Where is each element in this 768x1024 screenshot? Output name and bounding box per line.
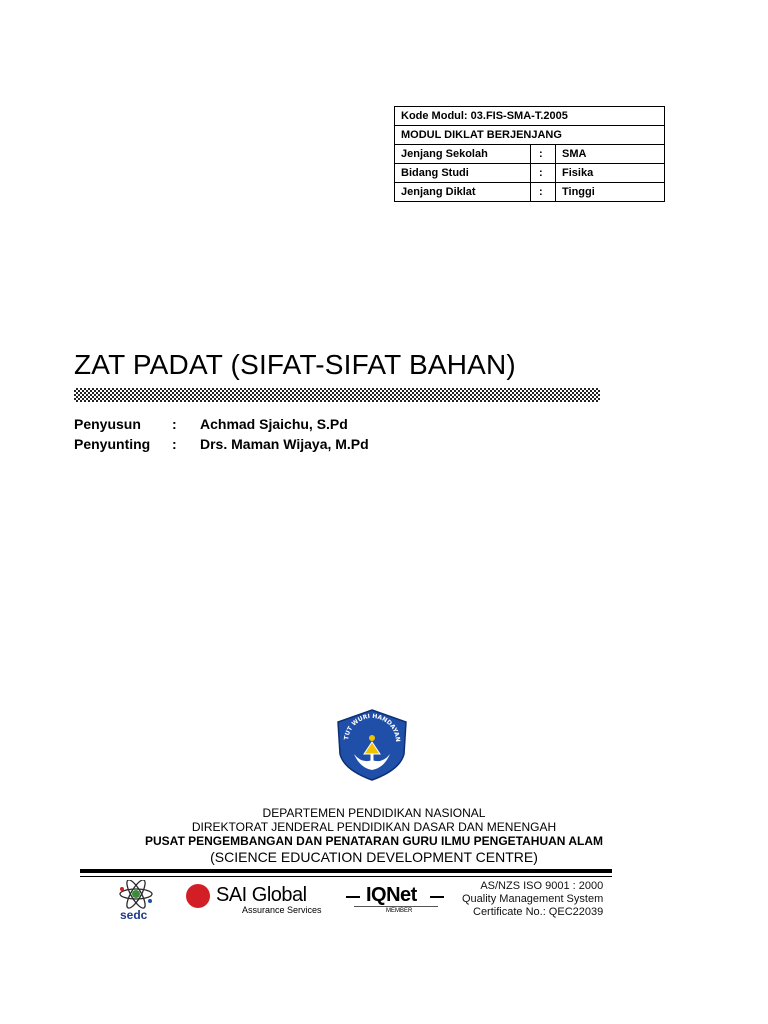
info-separator: : — [531, 164, 556, 183]
info-separator: : — [531, 183, 556, 202]
tut-wuri-handayani-emblem — [334, 708, 410, 782]
iso-certificate — [462, 880, 603, 919]
institution-line-1: DEPARTEMEN PENDIDIKAN NASIONAL — [262, 806, 486, 820]
info-separator: : — [531, 145, 556, 164]
iso-certificate-number: Certificate No.: QEC22039 — [473, 906, 604, 918]
document-title: ZAT PADAT (SIFAT-SIFAT BAHAN) — [74, 349, 516, 380]
credit-row — [74, 414, 369, 434]
credit-role: Penyusun — [74, 416, 141, 432]
credit-row — [74, 434, 369, 454]
credit-name: Achmad Sjaichu, S.Pd — [200, 416, 348, 432]
sai-global-subtitle: Assurance Services — [242, 905, 322, 915]
module-program: MODUL DIKLAT BERJENJANG — [395, 126, 665, 145]
institution-line-3: PUSAT PENGEMBANGAN DAN PENATARAN GURU ILMU PENGETAHUAN ALAM — [145, 834, 603, 848]
sai-global-icon — [186, 884, 210, 908]
info-value: Tinggi — [556, 183, 665, 202]
info-row — [395, 164, 665, 183]
iqnet-underline — [354, 906, 438, 907]
footer-rule-thick — [80, 869, 612, 873]
iqnet-name: IQNet — [366, 884, 417, 906]
module-code: Kode Modul: 03.FIS-SMA-T.2005 — [395, 107, 665, 126]
iqnet-member-label: MEMBER — [386, 908, 413, 914]
credit-role: Penyunting — [74, 436, 151, 452]
credits — [74, 414, 369, 454]
iso-standard: AS/NZS ISO 9001 : 2000 — [480, 880, 604, 892]
info-row — [395, 183, 665, 202]
sedc-logo-text: sedc — [120, 908, 148, 922]
info-label: Bidang Studi — [395, 164, 531, 183]
iqnet-right-dash — [430, 896, 444, 898]
info-row — [395, 145, 665, 164]
svg-text:TUT WURI HANDAYANI: TUT WURI HANDAYAN — [343, 712, 402, 743]
institution-block — [0, 806, 748, 865]
info-value: SMA — [556, 145, 665, 164]
iso-system: Quality Management System — [462, 893, 604, 905]
info-label: Jenjang Diklat — [395, 183, 531, 202]
checkered-divider — [74, 388, 600, 402]
module-info-table — [394, 106, 665, 202]
iqnet-left-dash — [346, 896, 360, 898]
credit-separator: : — [172, 436, 177, 452]
credit-name: Drs. Maman Wijaya, M.Pd — [200, 436, 369, 452]
institution-line-4: (SCIENCE EDUCATION DEVELOPMENT CENTRE) — [210, 849, 538, 865]
credit-separator: : — [172, 416, 177, 432]
info-label: Jenjang Sekolah — [395, 145, 531, 164]
info-value: Fisika — [556, 164, 665, 183]
footer-rule-thin — [80, 876, 612, 877]
sai-global-name: SAI Global — [216, 884, 307, 906]
institution-line-2: DIREKTORAT JENDERAL PENDIDIKAN DASAR DAN MENENGAH — [191, 820, 557, 834]
